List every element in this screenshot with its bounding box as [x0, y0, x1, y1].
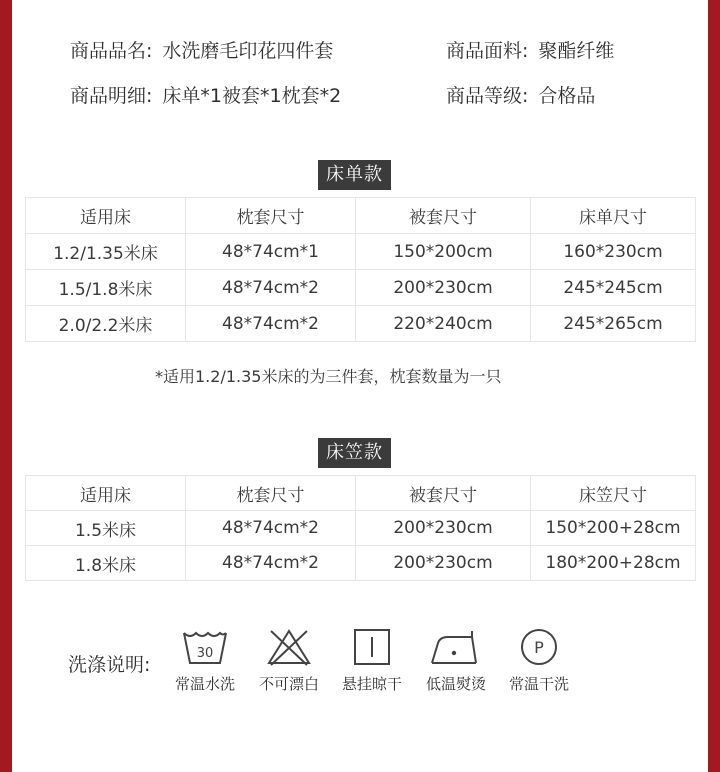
- table-row: [26, 270, 696, 306]
- table-header-cell: 枕套尺寸: [186, 476, 356, 511]
- table-row: [26, 234, 696, 270]
- fitted-section-tag: 床笠款: [318, 438, 391, 468]
- wash-temperature-text: 30: [196, 646, 214, 661]
- low-iron-icon: [426, 625, 486, 669]
- table-cell: 48*74cm*2: [186, 511, 356, 546]
- table-cell: 48*74cm*2: [186, 546, 356, 581]
- table-header-cell: 床笠尺寸: [531, 476, 696, 511]
- dry-clean-letter: P: [534, 638, 544, 657]
- sheet-size-table: [25, 197, 696, 342]
- table-cell: 1.5米床: [26, 511, 186, 546]
- table-header-cell: 床单尺寸: [531, 198, 696, 234]
- wash-item: [165, 625, 245, 694]
- table-row: [26, 511, 696, 546]
- table-cell: 48*74cm*2: [186, 306, 356, 342]
- table-cell: 200*230cm: [356, 511, 531, 546]
- table-cell: 180*200+28cm: [531, 546, 696, 581]
- no-bleach-icon: [263, 625, 315, 669]
- table-cell: 1.5/1.8米床: [26, 270, 186, 306]
- table-header-cell: 枕套尺寸: [186, 198, 356, 234]
- wash-item-label: 不可漂白: [258, 675, 319, 693]
- grade-row: [446, 81, 595, 108]
- grade-key: 商品等级:: [446, 85, 529, 107]
- wash-item-label: 常温干洗: [508, 675, 569, 693]
- line-dry-icon: [346, 625, 398, 669]
- detail-row: [70, 81, 341, 108]
- table-header-cell: 适用床: [26, 476, 186, 511]
- table-header-cell: 适用床: [26, 198, 186, 234]
- wash-item-label: 悬挂晾干: [341, 675, 402, 693]
- table-cell: 150*200cm: [356, 234, 531, 270]
- wash-item: [499, 625, 579, 694]
- sheet-footnote: *适用1.2/1.35米床的为三件套，枕套数量为一只: [155, 367, 502, 386]
- product-name-row: [70, 36, 333, 63]
- dry-clean-p-icon: [513, 625, 565, 669]
- wash-item: [249, 625, 329, 694]
- table-header-row: [26, 198, 696, 234]
- product-spec-card: [12, 0, 708, 772]
- grade-value: 合格品: [538, 85, 596, 107]
- table-cell: 150*200+28cm: [531, 511, 696, 546]
- table-cell: 48*74cm*2: [186, 270, 356, 306]
- material-row: [446, 36, 614, 63]
- material-value: 聚酯纤维: [538, 40, 615, 62]
- sheet-section-tag: 床单款: [318, 160, 391, 190]
- wash-item: [416, 625, 496, 694]
- product-name-value: 水洗磨毛印花四件套: [162, 40, 334, 62]
- wash-30-icon: [179, 625, 231, 669]
- table-cell: 245*245cm: [531, 270, 696, 306]
- table-cell: 2.0/2.2米床: [26, 306, 186, 342]
- table-cell: 200*230cm: [356, 546, 531, 581]
- wash-item: [332, 625, 412, 694]
- table-cell: 200*230cm: [356, 270, 531, 306]
- table-row: [26, 306, 696, 342]
- wash-item-label: 低温熨烫: [425, 675, 486, 693]
- table-header-row: [26, 476, 696, 511]
- table-cell: 48*74cm*1: [186, 234, 356, 270]
- wash-item-label: 常温水洗: [174, 675, 235, 693]
- detail-key: 商品明细:: [70, 85, 153, 107]
- fitted-size-table: [25, 475, 696, 581]
- table-header-cell: 被套尺寸: [356, 198, 531, 234]
- product-name-key: 商品品名:: [70, 40, 153, 62]
- table-header-cell: 被套尺寸: [356, 476, 531, 511]
- table-cell: 245*265cm: [531, 306, 696, 342]
- wash-instructions-label: 洗涤说明:: [68, 654, 151, 676]
- table-cell: 220*240cm: [356, 306, 531, 342]
- table-row: [26, 546, 696, 581]
- detail-value: 床单*1被套*1枕套*2: [162, 85, 342, 107]
- table-cell: 1.8米床: [26, 546, 186, 581]
- table-cell: 160*230cm: [531, 234, 696, 270]
- material-key: 商品面料:: [446, 40, 529, 62]
- table-cell: 1.2/1.35米床: [26, 234, 186, 270]
